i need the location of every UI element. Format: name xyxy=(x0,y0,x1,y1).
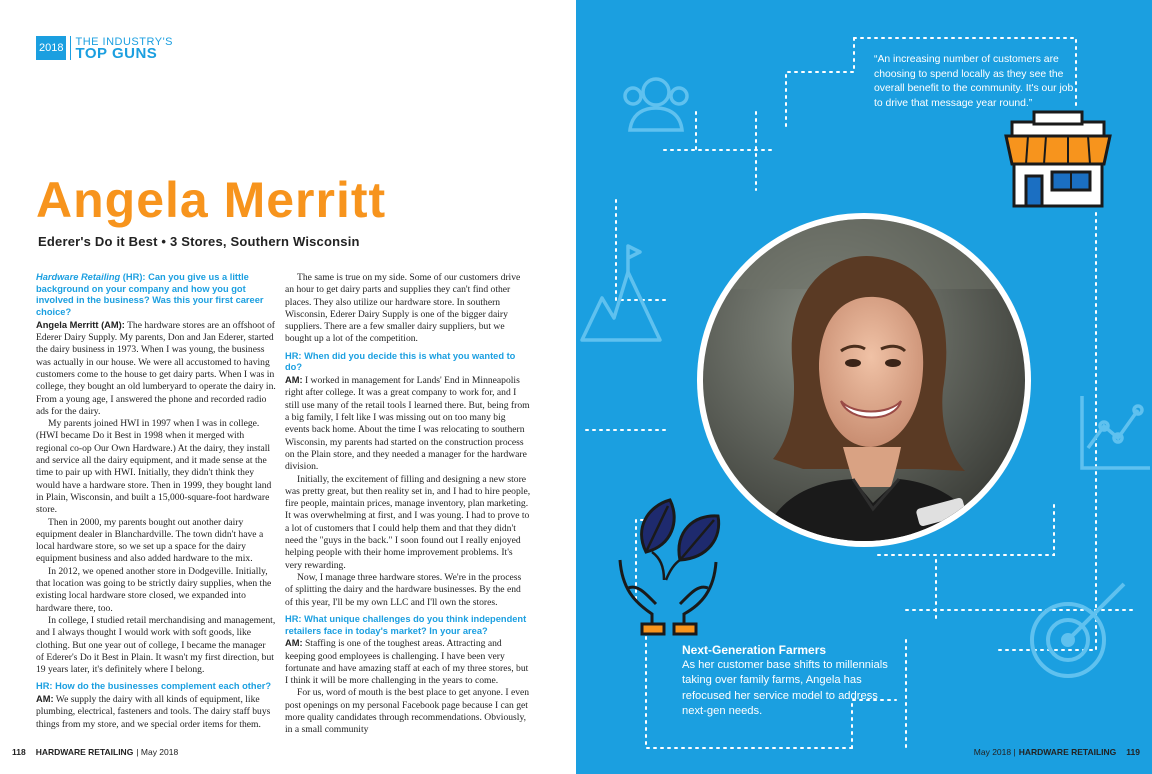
answer-1 xyxy=(36,319,276,418)
paragraph: Initially, the excitement of filling and designing a new store was pretty great, but then reality set in, and I had to hire people, fire people, maintain prices, manage inventory, plan marketing. It was overwhelming at first, and I was young. I had to prove to a lot of customers that I could help them and that they didn't need the "guys in the back." I soon found out I really enjoyed helping people with their home improvement problems. It's very rewarding. xyxy=(285,473,531,571)
paragraph: For us, word of mouth is the best place to get anyone. I even post openings on my personal Facebook page because I can get more quality candidates through recommendations. Obviously, in a small community xyxy=(285,687,530,736)
left-date: | May 2018 xyxy=(136,747,179,757)
portrait-illustration xyxy=(703,219,1025,541)
badge-year: 2018 xyxy=(36,36,66,60)
top-guns-badge xyxy=(36,36,173,60)
pull-quote: “An increasing number of customers are choosing to spend locally as they see the overall benefit to the community. It's our job to drive that message year round.” xyxy=(874,54,1074,109)
question-2: HR: How do the businesses complement each other? xyxy=(36,681,272,692)
paragraph: Now, I manage three hardware stores. We're in the process of splitting the dairy and the hardware businesses. By the end of this year, I'll be my own LLC and I'll own the stores. xyxy=(285,571,522,608)
paragraph: The same is true on my side. Some of our customers drive an hour to get dairy parts and supplies they can't find other places. They also utilize our hardware store. In southern Wisconsin, Ederer Dairy Supply is one of the bigger dairy suppliers. There are a few smaller dairy suppliers, but we bought up a lot of the competition. xyxy=(285,272,521,345)
mountain-flag-icon xyxy=(582,246,660,340)
profile-name: Angela Merritt xyxy=(36,172,387,228)
speaker-label: AM: xyxy=(285,375,303,386)
right-publication: HARDWARE RETAILING xyxy=(1018,747,1117,757)
question-3: HR: When did you decide this is what you wanted to do? xyxy=(285,350,516,373)
paragraph: Then in 2000, my parents bought out another dairy equipment dealer in Blanchardville. The town didn't have a local hardware store, so we set up a space for the dairy equipment business and also added hardware to the mix. xyxy=(36,516,264,565)
speaker-label: Angela Merritt (AM): xyxy=(36,319,125,330)
portrait-photo xyxy=(703,219,1025,541)
article-column-1 xyxy=(36,272,276,731)
left-page-number: 118 xyxy=(12,747,26,757)
leaves-in-hands-icon xyxy=(620,500,719,634)
left-publication: HARDWARE RETAILING xyxy=(35,747,134,757)
right-date: May 2018 | xyxy=(973,747,1016,757)
answer-4-text: Staffing is one of the toughest areas. Attracting and keeping good employees is challenging. I have been very fortunate and have amazing staff at each of my three stores, but I think it will be more challenging in the years to come. xyxy=(285,638,529,687)
answer-2-text: We supply the dairy with all kinds of equipment, like plumbing, electrical, fasteners and tools. The dairy staff buys things from my store, and we special order items for them. xyxy=(36,694,271,730)
answer-1-text: The hardware stores are an offshoot of Ederer Dairy Supply. My parents, Don and Jan Ederer, started the dairy business in 1973. When I was young, the business was actually in our house. We were all accustomed to having customers come to the house to get dairy parts. When I was in college, they bought an old lumberyard to operate the dairy in. From a young age, I answered the phone and recorded radio ads for the dairy. xyxy=(36,319,276,417)
paragraph: My parents joined HWI in 1997 when I was in college. (HWI became Do it Best in 1998 when it merged with regional co-op Our Own Hardware.) At the dairy, they install and service all the dairy equipment, and it made sense at the time to pair up with HWI. Initially, they didn't think they would have a hardware store. Then in 1999, they bought land in Plain, Wisconsin, and built a 15,000-square-foot hardware store. xyxy=(36,418,272,516)
left-folio xyxy=(12,747,178,757)
question-4: HR: What unique challenges do you think independent retailers face in today's market? In your area? xyxy=(285,613,527,636)
sidebar-body: As her customer base shifts to millennials taking over family farms, Angela has refocused her service model to address next-gen needs. xyxy=(682,659,888,717)
right-page-number: 119 xyxy=(1126,747,1140,757)
paragraph: In 2012, we opened another store in Dodgeville. Initially, that location was going to be strictly dairy supplies, when the existing local hardware store closed, we expanded into hardware there, too. xyxy=(36,565,272,614)
answer-4 xyxy=(285,637,531,687)
question-1-text: (HR): Can you give us a little background on your company and how you got involved in the business? Was this your first career choice? xyxy=(36,272,264,318)
article-column-2 xyxy=(285,272,531,737)
sidebar-title: Next-Generation Farmers xyxy=(682,643,827,657)
profile-subtitle: Ederer's Do it Best • 3 Stores, Southern Wisconsin xyxy=(38,234,360,249)
storefront-icon xyxy=(1006,112,1110,206)
question-1 xyxy=(36,272,276,319)
badge-line1: THE INDUSTRY'S xyxy=(75,36,174,48)
magazine-name: Hardware Retailing xyxy=(36,272,121,282)
badge-line2: TOP GUNS xyxy=(75,45,158,62)
growth-chart-icon xyxy=(1082,396,1150,468)
speaker-label: AM: xyxy=(36,694,54,705)
paragraph: In college, I studied retail merchandising and management, and I always thought I would work with soft goods, like clothing. But one year out of college, I became the manager of Ederer's Do it Best in Plain. It wasn't my first direction, but 19 years later, it's definitely where I belong. xyxy=(36,614,276,676)
right-page xyxy=(576,0,1152,774)
answer-3 xyxy=(285,374,531,473)
speaker-label: AM: xyxy=(285,638,303,649)
people-icon xyxy=(625,79,687,130)
target-icon xyxy=(1032,584,1124,676)
sidebar-card xyxy=(682,642,902,719)
answer-3-text: I worked in management for Lands' End in Minneapolis right after college. It was a great company to work for, and I still use many of the retail tools I learned there. But, being from a big family, I felt like I was missing out on too many big events back home. About the time I was relocating to southern Wisconsin, my parents had started on the construction process on the Plain store, and they needed a manager for the hardware division. xyxy=(285,375,530,473)
right-folio xyxy=(974,747,1140,757)
answer-2 xyxy=(36,693,276,731)
portrait-frame xyxy=(697,213,1031,547)
badge-text xyxy=(70,36,173,60)
